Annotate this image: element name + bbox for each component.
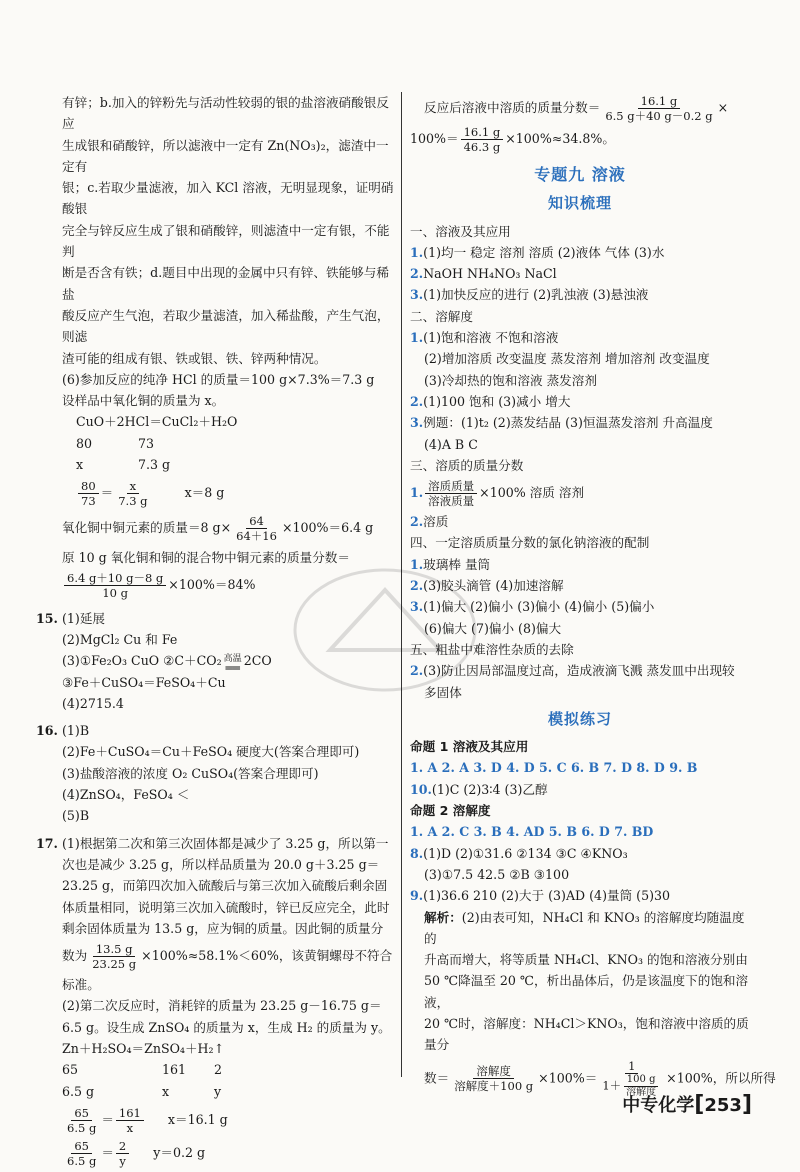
watermark-logo	[290, 560, 480, 700]
text-line: 有锌；b.加入的锌粉先与活动性较弱的银的盐溶液硝酸银反应	[62, 95, 389, 132]
equation-ratio-row	[62, 433, 398, 454]
answer-line: (3)胶头滴管 (4)加速溶解	[423, 578, 564, 594]
fraction: $\frac{16.1 g}{46.3 g}$	[461, 125, 504, 154]
answer-line: (1)加快反应的进行 (2)乳浊液 (3)悬浊液	[423, 287, 649, 303]
fraction: $\frac{x}{7.3 g}$	[118, 479, 148, 509]
question-17	[36, 833, 398, 854]
ratio-value: 161	[162, 1062, 187, 1078]
text-line: 原 10 g 氧化铜和铜的混合物中铜元素的质量分数＝	[62, 550, 350, 566]
equation: CuO＋2HCl＝CuCl₂＋H₂O	[76, 414, 238, 430]
item-number: 9.	[410, 888, 424, 904]
answer-line: (1)B	[62, 723, 90, 739]
answer-line: 例题：(1)t₂ (2)蒸发结晶 (3)恒温蒸发溶剂 升高温度	[423, 415, 713, 431]
answer-line: (2)Fe＋CuSO₄＝Cu＋FeSO₄ 硬度大(答案合理即可)	[62, 744, 360, 760]
answer-line: NaOH NH₄NO₃ NaCl	[423, 266, 557, 282]
answer-line: ③Fe＋CuSO₄＝FeSO₄＋Cu	[62, 674, 226, 690]
item-number: 1.	[410, 244, 424, 260]
answer-line: (1)D (2)①31.6 ②134 ③C ④KNO₃	[423, 845, 628, 861]
answer-line: 玻璃棒 量筒	[423, 556, 491, 572]
calculation-line: 100%＝ $\frac{16.1 g}{46.3 g}$ ×100%≈34.8%。	[410, 125, 615, 154]
answer-line: (4)2715.4	[62, 695, 124, 711]
answer-line: 次也是减少 3.25 g，所以样品质量为 20.0 g＋3.25 g＝	[62, 856, 380, 872]
proportion-equation: $\frac{80}{73}$ ＝ $\frac{x}{7.3 g}$ x＝8 g	[62, 479, 398, 508]
equation: Zn＋H₂SO₄＝ZnSO₄＋H₂↑	[62, 1040, 225, 1056]
item-number: 1.	[410, 330, 424, 346]
answer-line: 升高而增大，将等质量 NH₄Cl、KNO₃ 的饱和溶液分别由	[424, 952, 748, 968]
answer-line: (5)B	[62, 808, 90, 824]
answer-line: 标准。	[62, 977, 100, 993]
calculation-line: $\frac{6.4 g+10 g-8 g}{10 g}$ ×100%＝84%	[62, 571, 398, 600]
equation-ratio-row	[62, 454, 398, 475]
question-16	[36, 720, 398, 741]
ratio-value: y	[214, 1083, 222, 1099]
text-line: 酸反应产生气泡，若取少量滤渣，加入稀盐酸，产生气泡，则滤	[62, 307, 390, 345]
fraction: $\frac{80}{73}$	[78, 479, 99, 508]
result: x＝8 g	[184, 485, 225, 501]
answer-line: (1)延展	[62, 610, 106, 626]
analysis-label: 解析：	[424, 909, 462, 925]
calculation-line: 氧化铜中铜元素的质量＝8 g× $\frac{64}{64+16}$ ×100%＝6.4 g	[62, 514, 374, 544]
result: x＝16.1 g	[167, 1111, 228, 1127]
fraction: 1 1＋ $\frac{100 g}{\text{溶解度}}$	[599, 1059, 664, 1099]
answer-line: (1)根据第二次和第三次固体都是减少了 3.25 g，所以第一	[62, 835, 389, 851]
answer-line: (4)ZnSO₄，FeSO₄ ＜	[62, 787, 190, 803]
answer-line: (1)100 饱和 (3)减小 增大	[423, 393, 571, 409]
fraction: $\frac{\text{溶解度}}{\text{溶解度＋100 g}}$	[454, 1064, 534, 1094]
equation-ratio-row	[62, 1059, 398, 1080]
fraction: $\frac{65}{6.5 g}$	[67, 1138, 97, 1168]
text-line: 生成银和硝酸锌，所以滤液中一定有 Zn(NO₃)₂，滤渣中一定有	[62, 137, 389, 174]
answer-line: (1)C (2)3∶4 (3)乙醇	[431, 781, 548, 797]
item-number: 2.	[410, 514, 424, 530]
ratio-value: 6.5 g	[62, 1083, 95, 1099]
answer-line: 1. A 2. C 3. B 4. AD 5. B 6. D 7. BD	[410, 824, 654, 840]
section-heading: 二、溶解度	[410, 308, 473, 324]
answer-line: 6.5 g。设生成 ZnSO₄ 的质量为 x，生成 H₂ 的质量为 y。	[62, 1019, 391, 1035]
answer-line: 1. $\frac{\text{溶质质量}}{\text{溶液质量}}$ ×100% 溶质 溶剂	[410, 479, 585, 509]
question-number: 15.	[36, 610, 58, 626]
answer-line: 溶质	[423, 514, 449, 530]
answer-line: 1. A 2. A 3. D 4. D 5. C 6. B 7. D 8. D 9. B	[410, 760, 698, 776]
ratio-value: x	[162, 1083, 170, 1099]
question-number: 16.	[36, 723, 58, 739]
answer-line: (2)MgCl₂ Cu 和 Fe	[62, 631, 178, 647]
answer-line: 剩余固体质量为 13.5 g，应为铜的质量。因此铜的质量分	[62, 920, 384, 936]
section-heading: 一、溶液及其应用	[410, 223, 511, 239]
answer-line: (1)均一 稳定 溶剂 溶质 (2)液体 气体 (3)水	[423, 244, 665, 260]
ratio-value: 2	[214, 1062, 223, 1078]
equation-ratio-row	[62, 1081, 398, 1102]
answer-line: 20 ℃时，溶解度：NH₄Cl＞KNO₃，饱和溶液中溶质的质量分	[424, 1015, 749, 1053]
answer-line: (6)偏大 (7)偏小 (8)偏大	[424, 620, 562, 636]
answer-line: (1)饱和溶液 不饱和溶液	[423, 330, 559, 346]
fraction: $\frac{2}{y}$	[116, 1139, 129, 1168]
fraction: $\frac{6.4 g+10 g-8 g}{10 g}$	[64, 571, 166, 600]
calculation-line: 数为 $\frac{13.5 g}{23.25 g}$ ×100%≈58.1%＜60%，该黄铜螺母不符合	[62, 942, 393, 972]
text-line: 银；c.若取少量滤液，加入 KCl 溶液，无明显现象，证明硝酸银	[62, 180, 394, 217]
item-number: 2.	[410, 393, 424, 409]
item-number: 1.	[410, 556, 424, 572]
item-number: 3.	[410, 599, 424, 615]
question-number: 17.	[36, 835, 58, 851]
text-line: 断是否含有铁；d.题目中出现的金属中只有锌、铁能够与稀盐	[62, 265, 389, 302]
item-number: 2.	[410, 266, 424, 282]
fraction: $\frac{65}{6.5 g}$	[67, 1105, 97, 1135]
section-heading: 三、溶质的质量分数	[410, 457, 524, 473]
calculation-line: 数＝ $\frac{\text{溶解度}}{\text{溶解度＋100 g}}$ ×100%＝ 1 1＋ $\frac{100 g}{\text{溶解度}}$ ×100%，所以所得	[424, 1058, 776, 1098]
section-title: 知识梳理	[547, 194, 612, 213]
proposition-heading: 命题 1 溶液及其应用	[410, 739, 529, 755]
item-number: 2.	[410, 578, 424, 594]
answer-line: (4)A B C	[424, 436, 478, 452]
answer-line: (2)由表可知，NH₄Cl 和 KNO₃ 的溶解度均随温度的	[424, 909, 745, 946]
fraction: $\frac{64}{64+16}$	[236, 514, 277, 544]
section-heading: 四、一定溶质质量分数的氯化钠溶液的配制	[410, 535, 650, 551]
item-number: 2.	[410, 663, 424, 679]
text-line: 设样品中氧化铜的质量为 x。	[62, 393, 225, 409]
answer-line: 50 ℃降温至 20 ℃，析出晶体后，仍是该温度下的饱和溶液，	[424, 973, 749, 1010]
proposition-heading: 命题 2 溶解度	[410, 803, 491, 819]
topic-title: 专题九 溶液	[534, 165, 626, 184]
result: y＝0.2 g	[153, 1144, 206, 1160]
calculation-line: 反应后溶液中溶质的质量分数＝ $\frac{16.1 g}{6.5 g+40 g-0.2 g}$ ×	[424, 94, 729, 123]
page-footer: 中专化学[253]	[622, 1092, 752, 1117]
page-number: 253	[704, 1095, 742, 1116]
ratio-value: 80	[76, 435, 93, 451]
answer-line: (3)①Fe₂O₃ CuO ②C＋CO₂ 高温 ══ 2CO	[62, 653, 272, 675]
ratio-value: 65	[62, 1062, 79, 1078]
ratio-value: 7.3 g	[138, 457, 171, 473]
item-number: 10.	[410, 781, 432, 797]
fraction: $\frac{13.5 g}{23.25 g}$	[92, 942, 137, 972]
answer-line: (2)增加溶质 改变温度 蒸发溶剂 增加溶剂 改变温度	[424, 351, 710, 367]
answer-line: 23.25 g，而第四次加入硫酸后与第三次加入硫酸后剩余固	[62, 878, 388, 894]
answer-line: (3)防止因局部温度过高，造成液滴飞溅 蒸发皿中出现较	[423, 663, 735, 679]
text-line: 完全与锌反应生成了银和硝酸锌，则滤渣中一定有银，不能判	[62, 222, 390, 260]
section-title: 模拟练习	[547, 709, 612, 728]
item-number: 8.	[410, 845, 424, 861]
proportion-equation: $\frac{65}{6.5 g}$ ＝ $\frac{2}{y}$ y＝0.2 g	[62, 1139, 398, 1168]
answer-line: (2)第二次反应时，消耗锌的质量为 23.25 g－16.75 g＝	[62, 998, 382, 1014]
item-number: 3.	[410, 415, 424, 431]
proportion-equation: $\frac{65}{6.5 g}$ ＝ $\frac{161}{x}$ x＝16.1 g	[62, 1106, 398, 1135]
section-heading: 五、粗盐中难溶性杂质的去除	[410, 641, 574, 657]
item-number: 1.	[410, 485, 424, 501]
text-line: (6)参加反应的纯净 HCl 的质量＝100 g×7.3%＝7.3 g	[62, 371, 375, 387]
item-number: 3.	[410, 287, 424, 303]
answer-line: (1)36.6 210 (2)大于 (3)AD (4)量筒 (5)30	[423, 888, 671, 904]
answer-line: (1)偏大 (2)偏小 (3)偏小 (4)偏小 (5)偏小	[423, 599, 655, 615]
text-line: 渣可能的组成有银、铁或银、铁、锌两种情况。	[62, 350, 327, 366]
fraction: $\frac{16.1 g}{6.5 g+40 g-0.2 g}$	[605, 94, 713, 123]
answer-line: 体质量相同，说明第三次加入硫酸时，锌已反应完全，此时	[62, 899, 390, 915]
answer-line: (3)冷却热的饱和溶液 蒸发溶剂	[424, 372, 597, 388]
answer-line: (3)盐酸溶液的浓度 O₂ CuSO₄(答案合理即可)	[62, 765, 319, 781]
answer-line: 多固体	[424, 684, 462, 700]
answer-line: (3)①7.5 42.5 ②B ③100	[424, 866, 570, 882]
ratio-value: x	[76, 457, 84, 473]
ratio-value: 73	[138, 435, 155, 451]
book-label: 中专化学	[622, 1095, 695, 1116]
fraction: $\frac{\text{溶质质量}}{\text{溶液质量}}$	[425, 479, 477, 508]
fraction: $\frac{161}{x}$	[116, 1106, 144, 1135]
